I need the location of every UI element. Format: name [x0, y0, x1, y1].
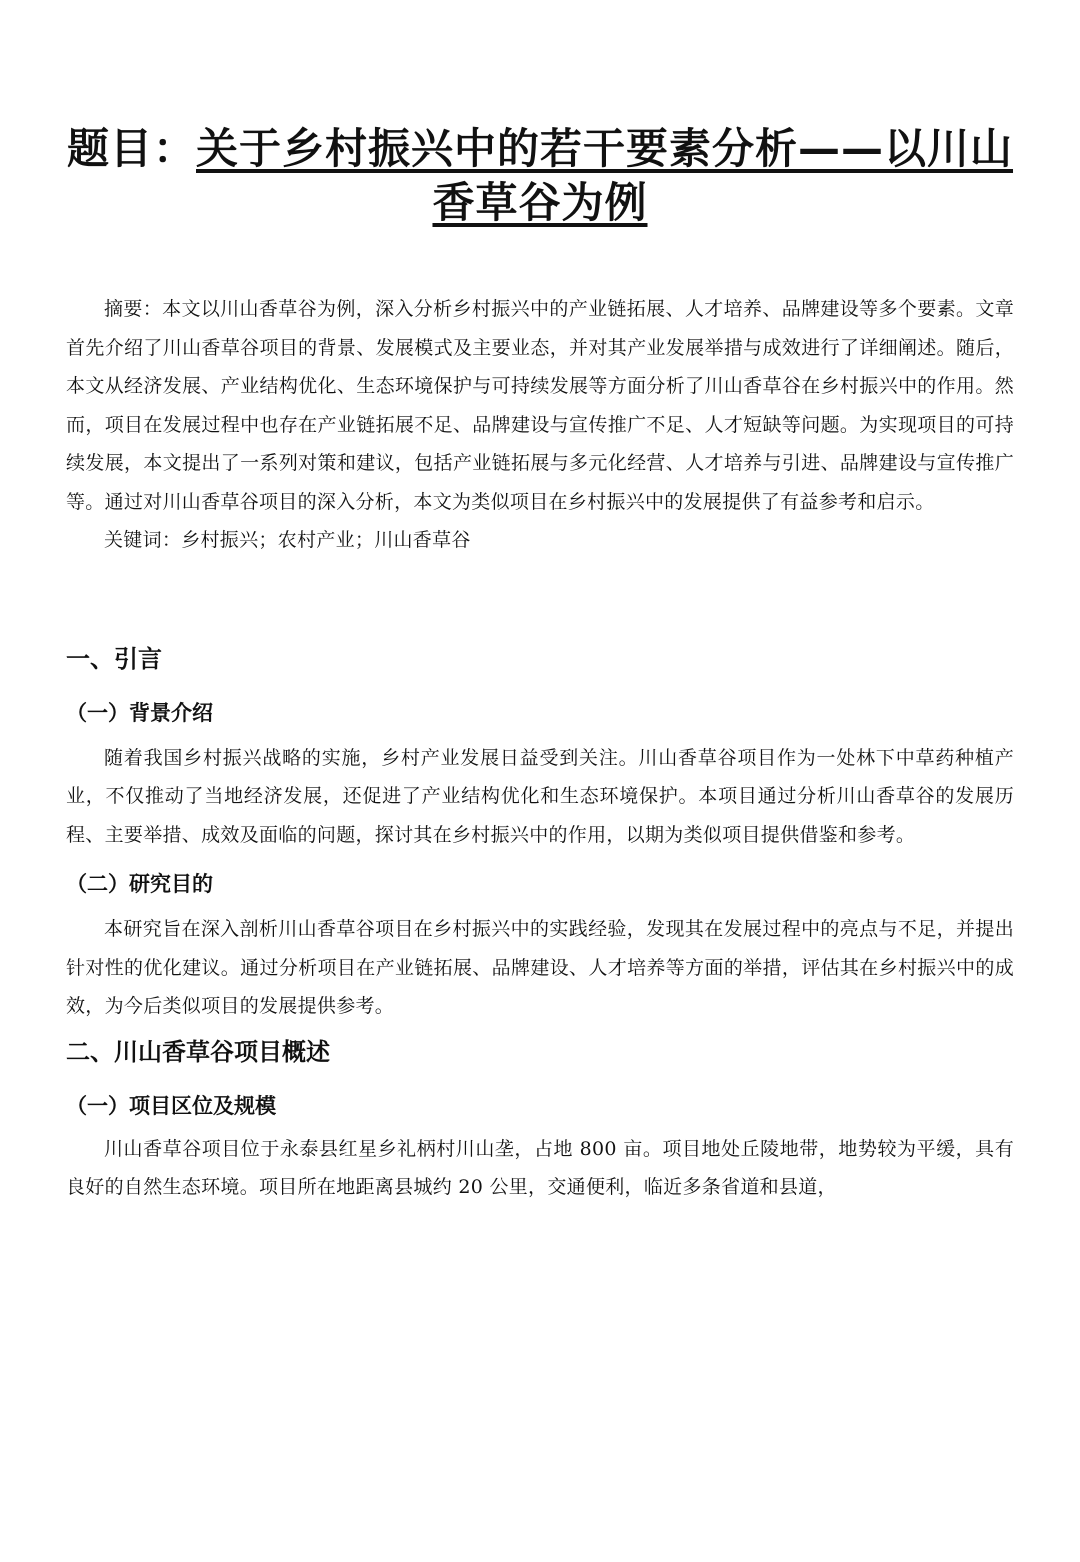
subsection-heading-location: （一）项目区位及规模: [66, 1093, 276, 1118]
abstract-block: [66, 290, 1014, 560]
section-heading-introduction: 一、引言: [66, 644, 162, 673]
subsection-heading-background: （一）背景介绍: [66, 700, 213, 725]
document-page: [0, 122, 1080, 1562]
paper-title: [66, 122, 1014, 230]
title-text: 关于乡村振兴中的若干要素分析——以川山香草谷为例: [196, 124, 1014, 227]
location-text: 川山香草谷项目位于永泰县红星乡礼柄村川山垄，占地 800 亩。项目地处丘陵地带，地势较为平缓，具有良好的自然生态环境。项目所在地距离县城约 20 公里，交通便利，临近多条省道和县道，: [66, 1137, 1014, 1198]
purpose-text: 本研究旨在深入剖析川山香草谷项目在乡村振兴中的实践经验，发现其在发展过程中的亮点与不足，并提出针对性的优化建议。通过分析项目在产业链拓展、品牌建设、人才培养等方面的举措，评估其在乡村振兴中的成效，为今后类似项目的发展提供参考。: [66, 918, 1014, 1017]
keywords: 关键词：乡村振兴；农村产业；川山香草谷: [104, 529, 471, 551]
section-heading-overview: 二、川山香草谷项目概述: [66, 1037, 330, 1066]
title-prefix: 题目：: [66, 124, 196, 173]
background-text: 随着我国乡村振兴战略的实施，乡村产业发展日益受到关注。川山香草谷项目作为一处林下中草药种植产业，不仅推动了当地经济发展，还促进了产业结构优化和生态环境保护。本项目通过分析川山香草谷的发展历程、主要举措、成效及面临的问题，探讨其在乡村振兴中的作用，以期为类似项目提供借鉴和参考。: [66, 746, 1014, 846]
abstract-text: 摘要：本文以川山香草谷为例，深入分析乡村振兴中的产业链拓展、人才培养、品牌建设等多个要素。文章首先介绍了川山香草谷项目的背景、发展模式及主要业态，并对其产业发展举措与成效进行了详细阐述。随后，本文从经济发展、产业结构优化、生态环境保护与可持续发展等方面分析了川山香草谷在乡村振兴中的作用。然而，项目在发展过程中也存在产业链拓展不足、品牌建设与宣传推广不足、人才短缺等问题。为实现项目的可持续发展，本文提出了一系列对策和建议，包括产业链拓展与多元化经营、人才培养与引进、品牌建设与宣传推广等。通过对川山香草谷项目的深入分析，本文为类似项目在乡村振兴中的发展提供了有益参考和启示。: [66, 298, 1014, 513]
subsection-heading-purpose: （二）研究目的: [66, 872, 213, 896]
